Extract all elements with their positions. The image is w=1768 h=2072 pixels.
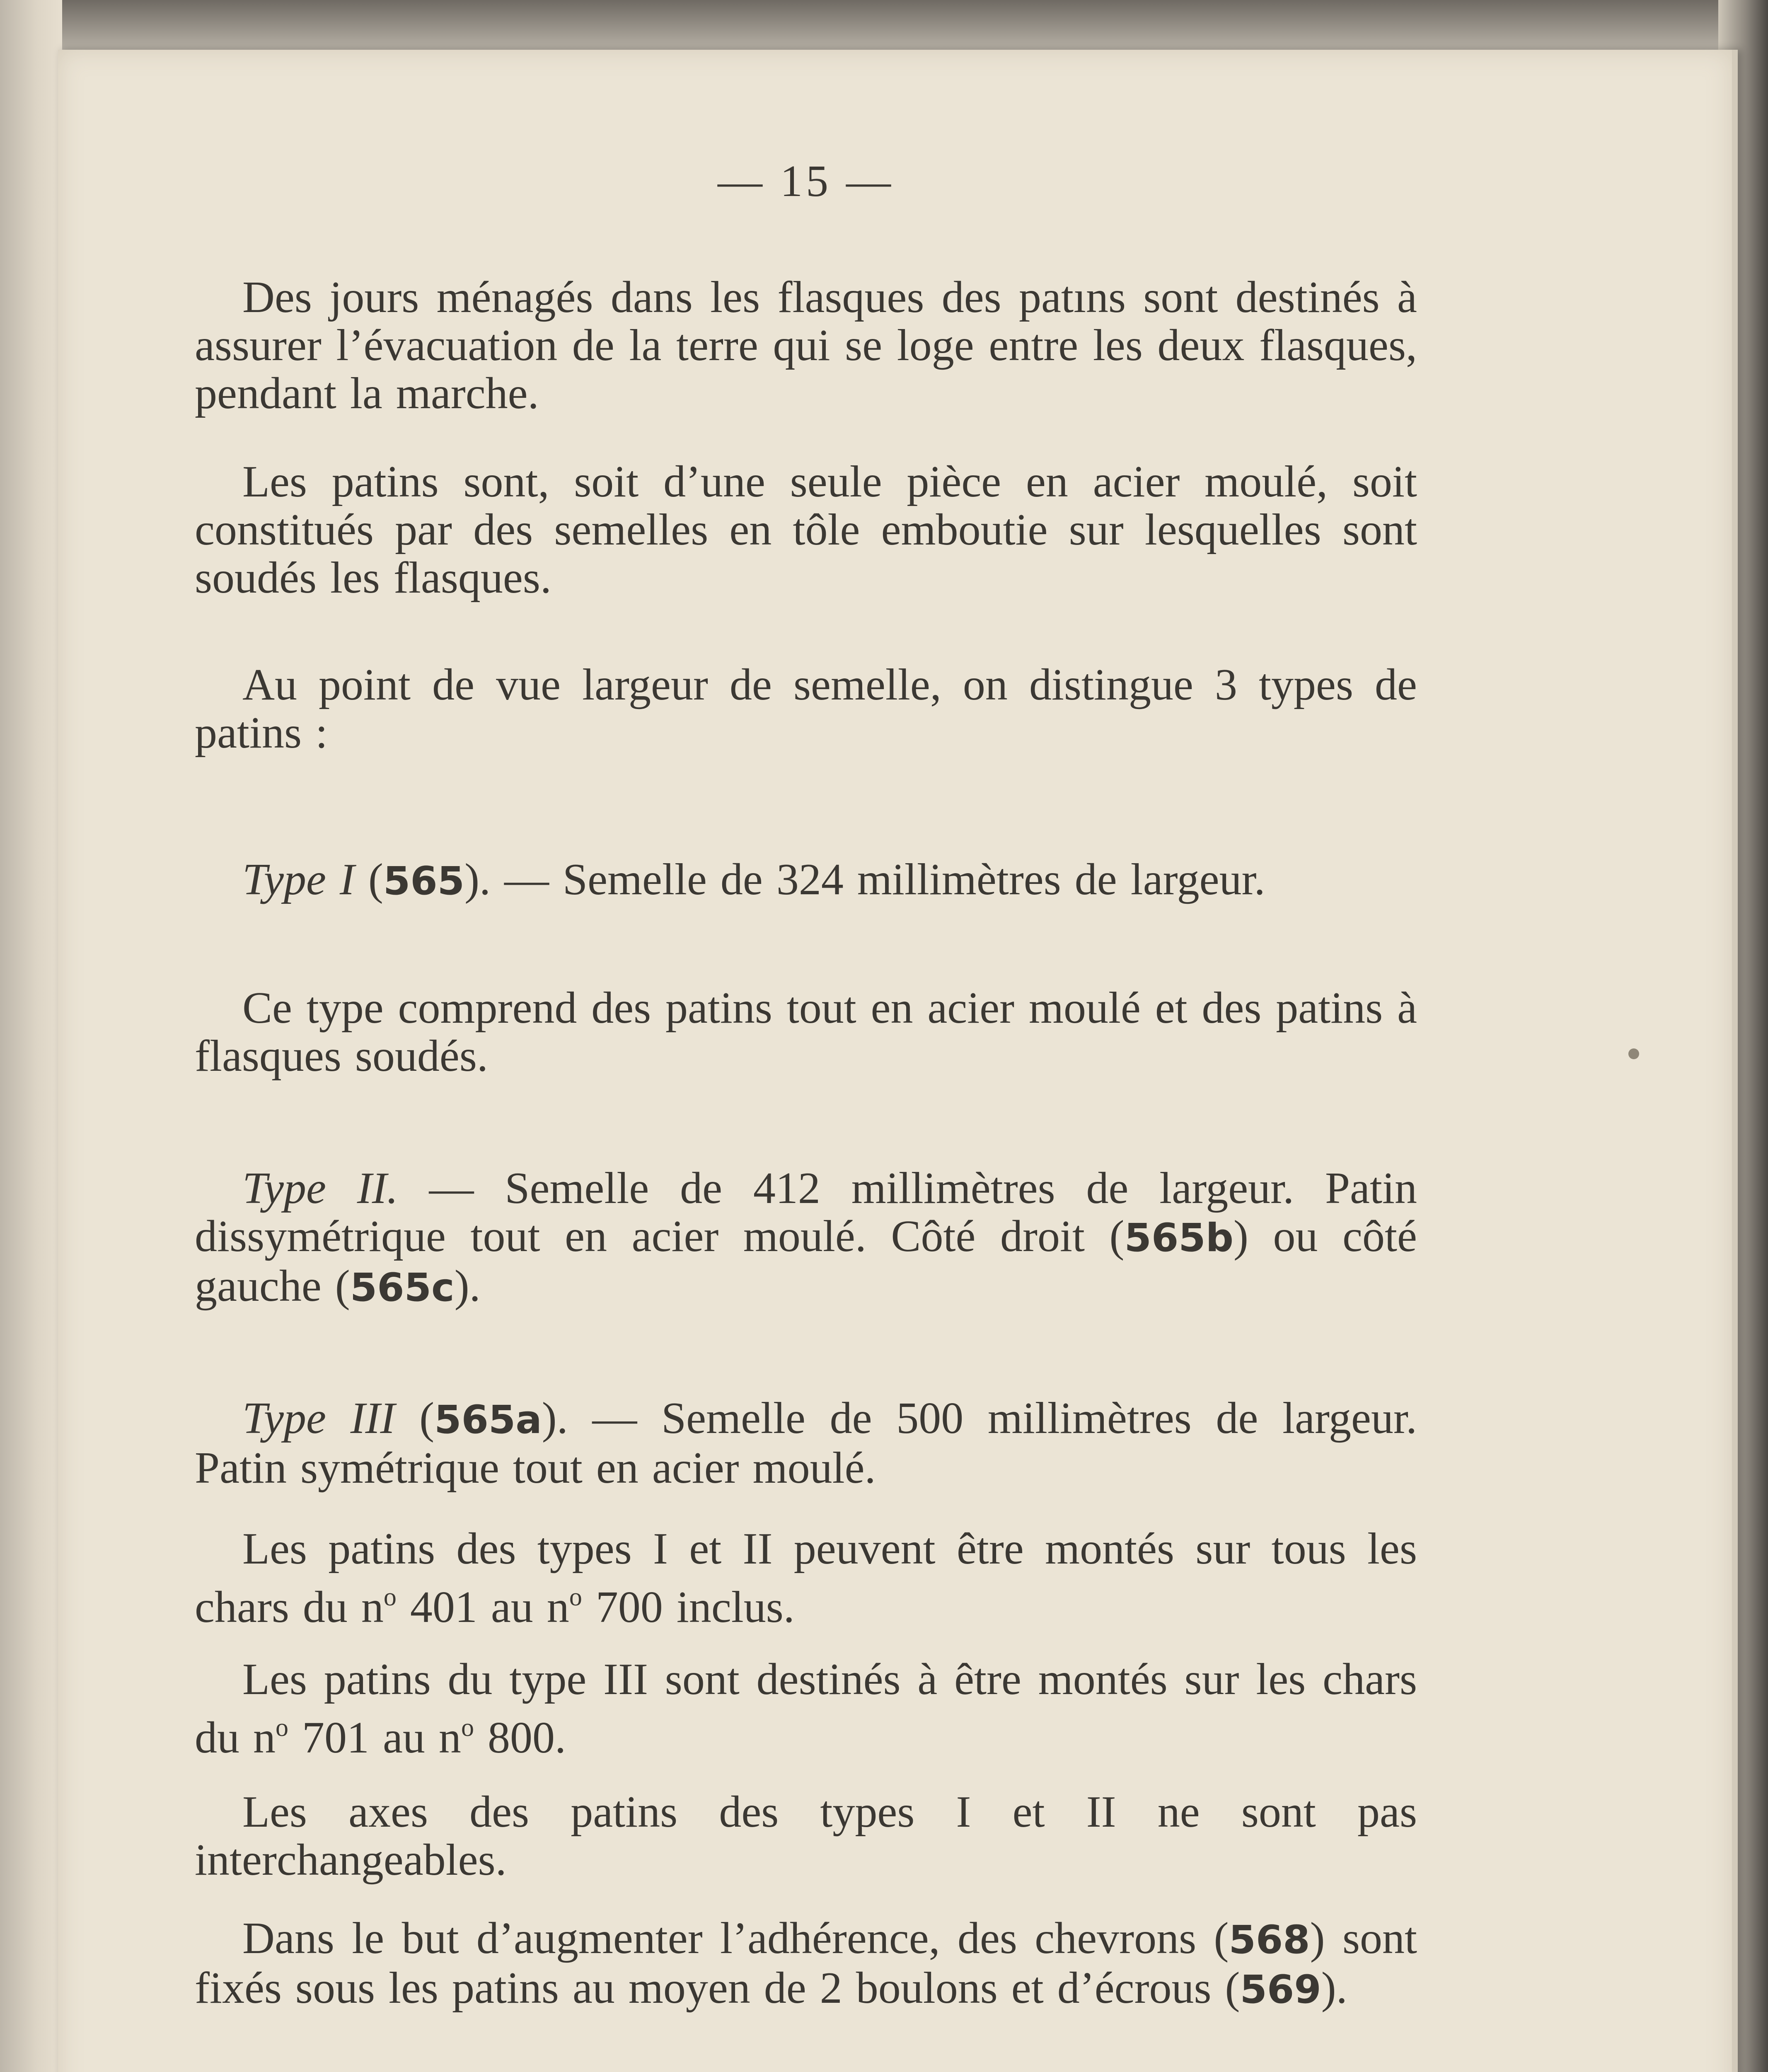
type-2-text-1: — Semelle de 412 millimètres de largeur. Patin dissymétrique tout en acier moulé. Côté droit (: [195, 1164, 1417, 1261]
type-2-text-2: ) ou côté gauche (: [195, 1212, 1417, 1311]
type-2-text-3: ).: [454, 1261, 481, 1311]
type-1-ref-open: (: [354, 855, 383, 904]
paragraph-types-1-2-mounting: [195, 1525, 1417, 1631]
paragraph-chevrons: [195, 1915, 1417, 2014]
page-number: — 15 —: [718, 157, 894, 206]
part-ref-565c: 565c: [350, 1265, 455, 1310]
paragraph-type-1: [195, 856, 1417, 905]
p8-text-3: 700 inclus.: [582, 1583, 795, 1632]
paragraph-axes-not-interchangeable: Les axes des patins des types I et II ne sont pas interchangeables.: [195, 1787, 1417, 1885]
p8-text-1: Les patins des types I et II peuvent être montés sur tous les chars du n: [195, 1524, 1417, 1632]
p9-sup-2: o: [461, 1714, 474, 1742]
book-binding-edge: [0, 0, 62, 2072]
type-3-text: ). — Semelle de 500 millimètres de largeur. Patin symétrique tout en acier moulé.: [195, 1394, 1417, 1493]
type-3-ref-open: (: [395, 1394, 435, 1443]
p9-text-2: 701 au n: [288, 1713, 461, 1762]
paper-speck: [1628, 1048, 1639, 1059]
type-1-label: Type I: [242, 855, 355, 904]
paragraph-patin-construction: Les patins sont, soit d’une seule pièce en acier moulé, soit constitués par des semelles en tôle emboutie sur lesquelles sont soudés les flasques.: [195, 457, 1417, 603]
part-ref-565b: 565b: [1124, 1215, 1234, 1261]
p8-sup-1: o: [383, 1583, 397, 1611]
paragraph-type-2: [195, 1164, 1417, 1312]
p8-text-2: 401 au n: [396, 1583, 569, 1632]
p11-text-2: ) sont fixés sous les patins au moyen de 2 boulons et d’écrous (: [195, 1914, 1417, 2013]
part-ref-565: 565: [383, 859, 465, 904]
type-1-text: ). — Semelle de 324 millimètres de largeur.: [464, 855, 1265, 904]
p8-sup-2: o: [569, 1583, 582, 1611]
paragraph-floor-openings: Des jours ménagés dans les flasques des patıns sont destinés à assurer l’évacuation de la terre qui se loge entre les deux flasques, pendant la marche.: [195, 273, 1417, 418]
book-page: [58, 50, 1738, 2072]
p11-text-1: Dans le but d’augmenter l’adhérence, des chevrons (: [242, 1914, 1229, 1963]
p11-text-3: ).: [1321, 1963, 1347, 2013]
part-ref-565a: 565a: [434, 1397, 542, 1443]
paragraph-type-1-composition: Ce type comprend des patins tout en acier moulé et des patins à flasques soudés.: [195, 983, 1417, 1081]
paragraph-type-3: [195, 1394, 1417, 1492]
p9-sup-1: o: [276, 1714, 288, 1742]
paragraph-type-3-mounting: [195, 1656, 1417, 1762]
part-ref-569: 569: [1240, 1967, 1321, 2012]
type-2-label: Type II.: [242, 1164, 398, 1213]
p9-text-1: Les patins du type III sont destinés à être montés sur les chars du n: [195, 1655, 1417, 1762]
type-3-label: Type III: [242, 1394, 395, 1443]
paragraph-three-types-intro: Au point de vue largeur de semelle, on distingue 3 types de patins :: [195, 660, 1417, 758]
p9-text-3: 800.: [474, 1713, 566, 1762]
part-ref-568: 568: [1229, 1917, 1310, 1963]
